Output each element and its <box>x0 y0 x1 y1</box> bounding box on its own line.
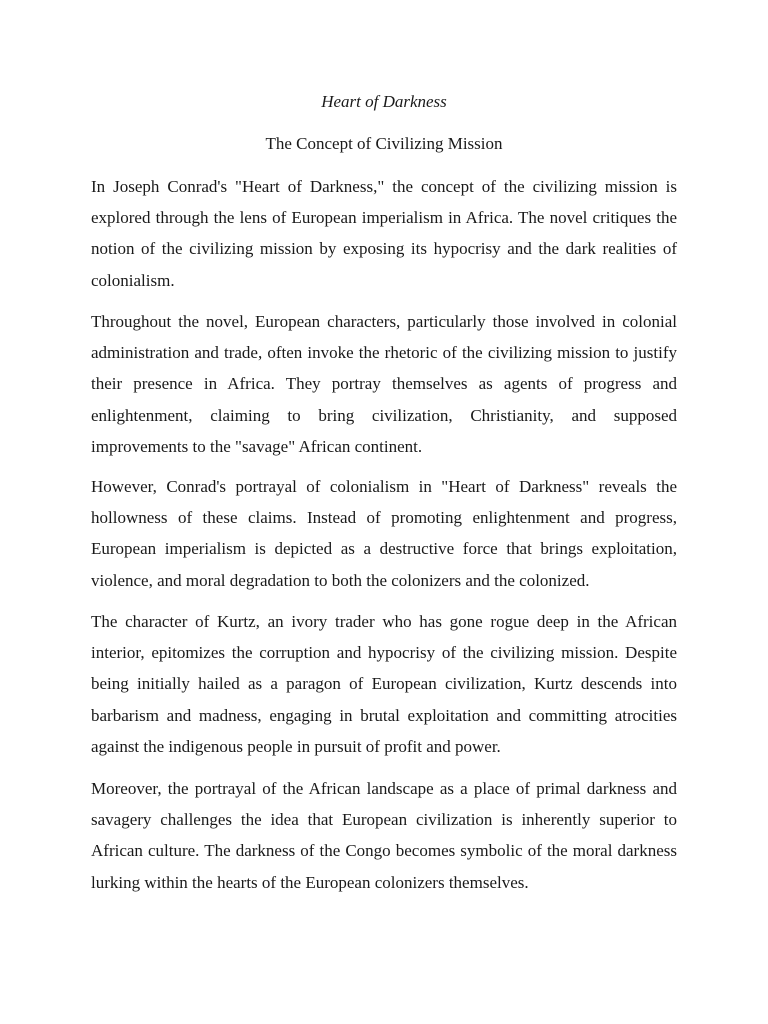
document-subtitle: The Concept of Civilizing Mission <box>265 134 503 153</box>
paragraph-4: The character of Kurtz, an ivory trader who has gone rogue deep in the African interior, epitomizes the corruption and hypocrisy of the civilizing mission. Despite being initially hailed as a paragon of European civilization, Kurtz descends into barbarism and madness, engaging in brutal exploitation and committing atrocities against the indigenous people in pursuit of profit and power. <box>91 612 677 756</box>
paragraph-5: Moreover, the portrayal of the African landscape as a place of primal darkness and savagery challenges the idea that European civilization is inherently superior to African culture. The darkness of the Congo becomes symbolic of the moral darkness lurking within the hearts of the European colonizers themselves. <box>91 779 677 892</box>
paragraph-2: Throughout the novel, European characters, particularly those involved in colonial administration and trade, often invoke the rhetoric of the civilizing mission to justify their presence in Africa. They portray themselves as agents of progress and enlightenment, claiming to bring civilization, Christianity, and supposed improvements to the "savage" African continent. <box>91 312 677 456</box>
paragraph-3: However, Conrad's portrayal of colonialism in "Heart of Darkness" reveals the hollowness of these claims. Instead of promoting enlightenment and progress, European imperialism is depicted as a destructive force that brings exploitation, violence, and moral degradation to both the colonizers and the colonized. <box>91 477 677 590</box>
document-title: Heart of Darkness <box>321 92 447 111</box>
paragraph-1: In Joseph Conrad's "Heart of Darkness," the concept of the civilizing mission is explored through the lens of European imperialism in Africa. The novel critiques the notion of the civilizing mission by exposing its hypocrisy and the dark realities of colonialism. <box>91 177 677 290</box>
